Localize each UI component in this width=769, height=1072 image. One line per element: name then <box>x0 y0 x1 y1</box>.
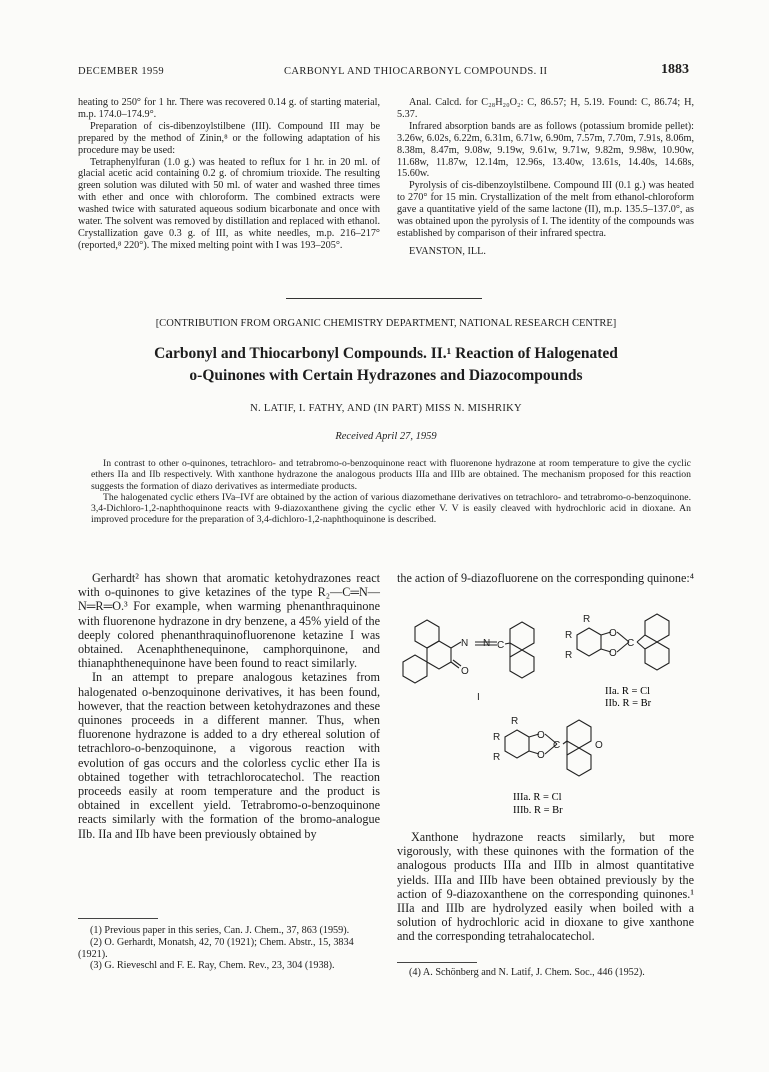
authors: N. LATIF, I. FATHY, AND (IN PART) MISS N. MISHRIKY <box>250 403 522 414</box>
ring <box>415 620 439 648</box>
paragraph: Xanthone hydrazone reacts similarly, but more vigorously, with these quinones with the formation of the analogous products IIIa and IIIb in almost quantitative yields. IIIa and IIIb have been obtained previously by the action of 9-diazoxanthene on the corresponding quinones.¹ IIIa and IIIb are hydrolyzed easily when boiled with a solution of hydrochloric acid in dioxane to give xanthone and the corresponding tetrahalocatechol. <box>397 830 694 944</box>
bond <box>563 741 567 744</box>
bond <box>451 662 459 668</box>
body-left-column <box>78 571 380 841</box>
bond <box>637 642 645 649</box>
ring <box>403 655 427 683</box>
atom-label: O <box>537 730 545 741</box>
body-right-column <box>397 830 694 944</box>
footnote-rule <box>78 918 158 919</box>
footnotes-right <box>397 967 694 979</box>
page-number: 1883 <box>661 62 689 77</box>
abstract-paragraph: The halogenated cyclic ethers IVa–IVf are obtained by the action of various diazomethane derivatives on tetrachloro- and tetrabromo-o-benzoquinone. 3,4-Dichloro-1,2-naphthoquinone reacts with 9-diazoxanthene giving the cyclic ether V. V is easily cleaved with hydrochloric acid in dioxane. An improved procedure for the preparation of 3,4-dichloro-1,2-naphthoquinone is described. <box>91 491 691 526</box>
paragraph: Preparation of cis-dibenzoylstilbene (III). Compound III may be prepared by the method of Zinin,⁸ or the following adaptation of his procedure may be used: <box>78 120 380 156</box>
substituent-label: R <box>493 732 501 743</box>
ring <box>427 641 451 669</box>
atom-label: C <box>497 640 505 651</box>
compound-label: I <box>477 692 480 703</box>
footnote: (4) A. Schönberg and N. Latif, J. Chem. Soc., 446 (1952). <box>409 967 645 978</box>
bond <box>637 635 645 642</box>
substituent-label: R <box>565 630 573 641</box>
ring <box>645 614 669 642</box>
paragraph: Infrared absorption bands are as follows (potassium bromide pellet): 3.26w, 6.02s, 6.22m, 6.31m, 6.71w, 6.90m, 7.57m, 7.70m, 7.91s, 8.06m, 8.38m, 8.47m, 9.08w, 9.19w, 9.61w, 9.71w, 9.82m, 9.98w, 10.90w, 11.68w, 11.87w, 12.14m, 12.96s, 13.40w, 13.61s, 14.40s, 14.68s, 15.60w. <box>397 120 694 180</box>
compound-label: IIIb. R = Br <box>513 805 563 816</box>
location: EVANSTON, ILL. <box>409 245 486 257</box>
atom-label: C <box>627 638 635 649</box>
paragraph: Pyrolysis of cis-dibenzoylstilbene. Compound III (0.1 g.) was heated to 270° for 15 min. Crystallization of the melt from ethanol-chloroform gave a quantitative yield of the same lactone (II), m.p. 135.5–137.0°, as was obtained upon the pyrolysis of I. The identity of the compounds was established by comparison of their infrared spectra. <box>397 180 694 239</box>
article-title-line-2: o-Quinones with Certain Hydrazones and Diazocompounds <box>189 367 583 384</box>
ring <box>567 748 591 776</box>
ring <box>645 642 669 670</box>
bond <box>451 642 461 648</box>
paragraph: Gerhardt² has shown that aromatic ketohydrazones react with o-quinones to give ketazines of the type R₂—C═N—N═R═O.³ For example, when warming phenanthraquinone with fluorenone hydrazone in dry benzene, a 45% yield of the deeply colored phenanthraquinofluorenone ketazine I was obtained. Acenaphthenequinone, camphorquinone, and thianaphthenequinone have been found to react similarly. <box>78 571 380 671</box>
paragraph: In an attempt to prepare analogous ketazines from halogenated o-benzoquinone derivatives, it has been found, however, that the reaction between ketohydrazones and these quinones proceeds in a different manner. Thus, when fluorenone hydrazone is added to a dry ethereal solution of tetrachloro-o-benzoquinone, a vigorous reaction with evolution of gas occurs and the colorless cyclic ether IIa is obtained together with tetrachlorocatechol. The reaction proceeds easily at room temperature and the product is obtained in excellent yield. Tetrabromo-o-benzoquinone reacts similarly with the formation of the bromo-analogue IIb. IIa and IIb have been previously obtained by <box>78 670 380 841</box>
atom-label: O <box>537 750 545 761</box>
abstract-paragraph: In contrast to other o-quinones, tetrachloro- and tetrabromo-o-benzoquinone react with fluorenone hydrazone at room temperature to give the cyclic ethers IIa and IIb respectively. With xanthone hydrazone the analogous products IIIa and IIIb are obtained. The mechanism proposed for this reaction suggests the formation of diazo derivatives as intermediate products. <box>91 458 691 492</box>
atom-label: C <box>553 740 561 751</box>
ring <box>577 628 601 656</box>
paragraph: heating to 250° for 1 hr. There was recovered 0.14 g. of starting material, m.p. 174.0–174.9°. <box>78 97 380 120</box>
compound-label: IIIa. R = Cl <box>513 792 562 803</box>
compound-label: IIa. R = Cl <box>605 686 650 697</box>
separator-rule <box>286 298 482 299</box>
running-head-title: CARBONYL AND THIOCARBONYL COMPOUNDS. II <box>284 66 548 77</box>
ring <box>510 650 534 678</box>
structure-II <box>577 614 669 670</box>
top-right-column <box>397 97 694 258</box>
paragraph: Tetraphenylfuran (1.0 g.) was heated to reflux for 1 hr. in 20 ml. of glacial acetic acid containing 0.2 g. of chromium trioxide. The resulting green solution was diluted with 50 ml. of water and washed three times with ether and once with chloroform. The combined extracts were washed twice with saturated aqueous sodium bicarbonate and once with water. The solvent was removed by distillation and replaced with ethanol. Crystallization gave 0.3 g. of III, as white needles, m.p. 216–217° (reported,⁸ 220°). The mixed melting point with I was 193–205°. <box>78 156 380 251</box>
running-head-date: DECEMBER 1959 <box>78 66 164 77</box>
atom-label: N <box>483 638 491 649</box>
footnotes-left <box>78 925 380 972</box>
received-date: Received April 27, 1959 <box>335 431 437 442</box>
bond <box>505 643 510 644</box>
atom-label: O <box>461 666 469 677</box>
article-title-line-1: Carbonyl and Thiocarbonyl Compounds. II.¹ Reaction of Halogenated <box>154 345 618 362</box>
structure-III <box>505 720 591 776</box>
substituent-label: R <box>583 614 591 625</box>
footnote: (2) O. Gerhardt, Monatsh, 42, 70 (1921); Chem. Abstr., 15, 3834 (1921). <box>78 936 354 960</box>
footnote: (1) Previous paper in this series, Can. J. Chem., 37, 863 (1959). <box>90 925 350 936</box>
contribution-line: [CONTRIBUTION FROM ORGANIC CHEMISTRY DEPARTMENT, NATIONAL RESEARCH CENTRE] <box>155 318 617 329</box>
substituent-label: R <box>493 752 501 763</box>
paragraph: the action of 9-diazofluorene on the corresponding quinone:⁴ <box>397 571 694 585</box>
footnote: (3) G. Rieveschl and F. E. Ray, Chem. Rev., 23, 304 (1938). <box>90 960 335 972</box>
chemical-structures-figure <box>397 602 694 824</box>
substituent-label: R <box>511 716 519 727</box>
body-right-intro <box>397 571 694 585</box>
atom-label: O <box>609 628 617 639</box>
paragraph: Anal. Calcd. for C₂₈H₂₀O₂: C, 86.57; H, 5.19. Found: C, 86.74; H, 5.37. <box>397 97 694 120</box>
abstract <box>91 458 691 526</box>
bond <box>453 660 461 666</box>
atom-label: N <box>461 638 469 649</box>
ring <box>510 622 534 650</box>
footnote-rule <box>397 962 477 963</box>
compound-label: IIb. R = Br <box>605 698 652 709</box>
atom-label: O <box>595 740 603 751</box>
atom-label: O <box>609 648 617 659</box>
substituent-label: R <box>565 650 573 661</box>
top-left-column <box>78 97 380 252</box>
ring <box>505 730 529 758</box>
ring <box>567 720 591 748</box>
